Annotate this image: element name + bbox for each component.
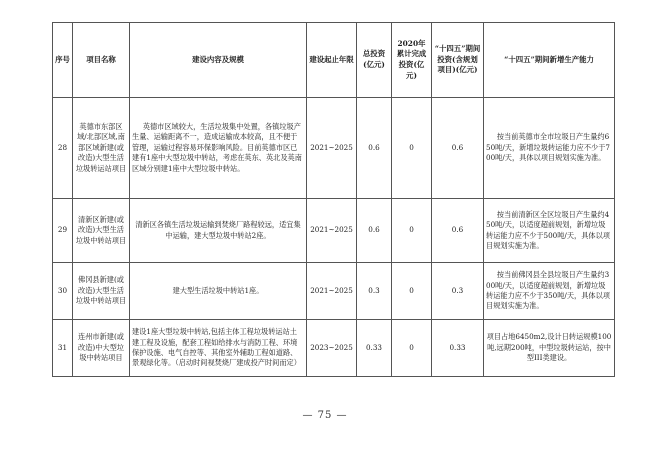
project-name: 连州市新建(或改造)中大型垃圾中转站项目: [73, 320, 130, 377]
total-investment: 0.6: [357, 199, 392, 263]
investment-2020: 0: [392, 199, 432, 263]
header-project-name: 项目名称: [73, 23, 130, 98]
table-row: [53, 320, 615, 377]
plan-investment: 0.33: [432, 320, 484, 377]
header-period: 建设起止年限: [307, 23, 357, 98]
header-total-investment: 总投资(亿元): [357, 23, 392, 98]
project-period: 2021~2025: [307, 263, 357, 320]
investment-2020: 0: [392, 263, 432, 320]
header-plan-investment: “十四五”期间投资(含规划项目)(亿元): [432, 23, 484, 98]
project-table: [52, 22, 615, 377]
table-header-row: [53, 23, 615, 98]
plan-investment: 0.6: [432, 199, 484, 263]
row-number: 31: [53, 320, 73, 377]
plan-investment: 0.3: [432, 263, 484, 320]
investment-2020: 0: [392, 320, 432, 377]
project-content: 建设1座大型垃圾中转站,包括主体工程垃圾转运站土建工程及设施，配套工程如给排水与消防工程、环境保护设施、电气自控等、其他室外辅助工程如道路、景观绿化等。（启动时间视焚烧厂建成投产时间而定）: [130, 320, 307, 377]
row-number: 30: [53, 263, 73, 320]
project-period: 2023~2025: [307, 320, 357, 377]
project-name: 清新区新建(或改造)大型生活垃圾中转站项目: [73, 199, 130, 263]
new-capacity: 按当前清新区全区垃圾日产生量约450吨/天，以适度超前规划，新增垃圾转运能力应不少于500吨/天，具体以项目规划实施为准。: [484, 199, 615, 263]
document-page: [52, 22, 614, 377]
table-row: [53, 263, 615, 320]
new-capacity: 按当前英德市全市垃圾日产生量约650吨/天，新增垃圾转运能力应不少于700吨/天，具体以项目规划实施为准。: [484, 98, 615, 199]
project-name: 佛冈县新建(或改造)大型生活垃圾中转站项目: [73, 263, 130, 320]
row-number: 28: [53, 98, 73, 199]
total-investment: 0.3: [357, 263, 392, 320]
project-period: 2021~2025: [307, 199, 357, 263]
total-investment: 0.6: [357, 98, 392, 199]
header-capacity: “十四五”期间新增生产能力: [484, 23, 615, 98]
project-content: 清新区各镇生活垃圾运输到焚烧厂路程较远，适宜集中运输，建大型垃圾中转站2座。: [130, 199, 307, 263]
table-row: [53, 98, 615, 199]
new-capacity: 按当前佛冈县全县垃圾日产生量约300吨/天，以适度超前规划，新增垃圾转运能力应不少于350吨/天，具体以项目规划实施为准。: [484, 263, 615, 320]
new-capacity: 项目占地6450m2,设计日转运规模100吨,远期200吨，中型垃圾转运站，按中型III类建设。: [484, 320, 615, 377]
project-period: 2021~2025: [307, 98, 357, 199]
total-investment: 0.33: [357, 320, 392, 377]
investment-2020: 0: [392, 98, 432, 199]
table-row: [53, 199, 615, 263]
project-content: 建大型生活垃圾中转站1座。: [130, 263, 307, 320]
project-name: 英德市东部区域/北部区域,南部区域新建(或改造)大型生活垃圾转运站项目: [73, 98, 130, 199]
project-content: 英德市区域较大，生活垃圾集中处置，各镇垃圾产生量、运输距离不一，造成运输成本较高，且不便于管理，运输过程容易环保影响风险。目前英德市区已建有1座中大型垃圾中转站，考虑在英东、英北及英南区域分别建1座中大型垃圾中转站。: [130, 98, 307, 199]
header-content: 建设内容及规模: [130, 23, 307, 98]
row-number: 29: [53, 199, 73, 263]
header-2020-investment: 2020年累计完成投资(亿元): [392, 23, 432, 98]
page-number: — 75 —: [302, 410, 348, 421]
plan-investment: 0.6: [432, 98, 484, 199]
header-no: 序号: [53, 23, 73, 98]
